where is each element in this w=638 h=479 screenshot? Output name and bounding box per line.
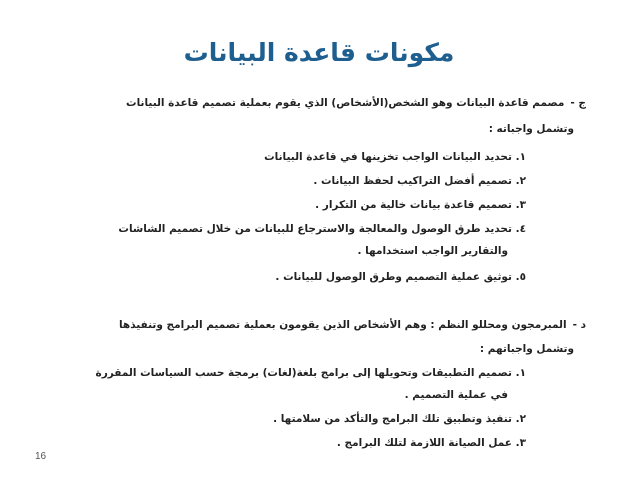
- section-c-label: ج -: [570, 97, 586, 109]
- slide-title: مكونات قاعدة البيانات: [183, 38, 455, 67]
- section-c-item-3: ٣. تصميم قاعدة بيانات خالية من التكرار .: [315, 199, 526, 211]
- section-d-duties-intro: وتشمل واجباتهم :: [479, 343, 574, 355]
- section-c-heading: مصمم قاعدة البيانات وهو الشخص(الأشخاص) الذي يقوم بعملية تصميم قاعدة البيانات: [126, 97, 565, 109]
- section-c-item-4: ٤. تحديد طرق الوصول والمعالجة والاسترجاع للبيانات من خلال تصميم الشاشات: [118, 223, 526, 235]
- section-d-item-2: ٢. تنفيذ وتطبيق تلك البرامج والتأكد من سلامتها .: [273, 413, 526, 425]
- section-d-item-1: ١. تصميم التطبيقات وتحويلها إلى برامج بلغة(لغات) برمجة حسب السياسات المقررة: [95, 367, 526, 379]
- section-c-item-1: ١. تحديد البيانات الواجب تخزينها في قاعدة البيانات: [264, 151, 526, 163]
- page-number: 16: [35, 451, 47, 462]
- section-d-label: د -: [572, 319, 586, 331]
- section-c-duties-intro: وتشمل واجباته :: [488, 123, 574, 135]
- section-d-heading-line: [119, 318, 586, 332]
- section-d-item-3: ٣. عمل الصيانة اللازمة لتلك البرامج .: [336, 437, 526, 449]
- section-d-item-1-cont: في عملية التصميم .: [404, 389, 508, 401]
- section-c-item-2: ٢. تصميم أفضل التراكيب لحفظ البيانات .: [313, 175, 526, 187]
- section-c-item-5: ٥. توثيق عملية التصميم وطرق الوصول للبيانات .: [275, 271, 526, 283]
- section-c-heading-line: [126, 96, 586, 110]
- section-c-item-4-cont: والتقارير الواجب استخدامها .: [357, 245, 508, 257]
- section-d-heading: المبرمجون ومحللو النظم : وهم الأشخاص الذين يقومون بعملية تصميم البرامج وتنفيذها: [118, 319, 567, 331]
